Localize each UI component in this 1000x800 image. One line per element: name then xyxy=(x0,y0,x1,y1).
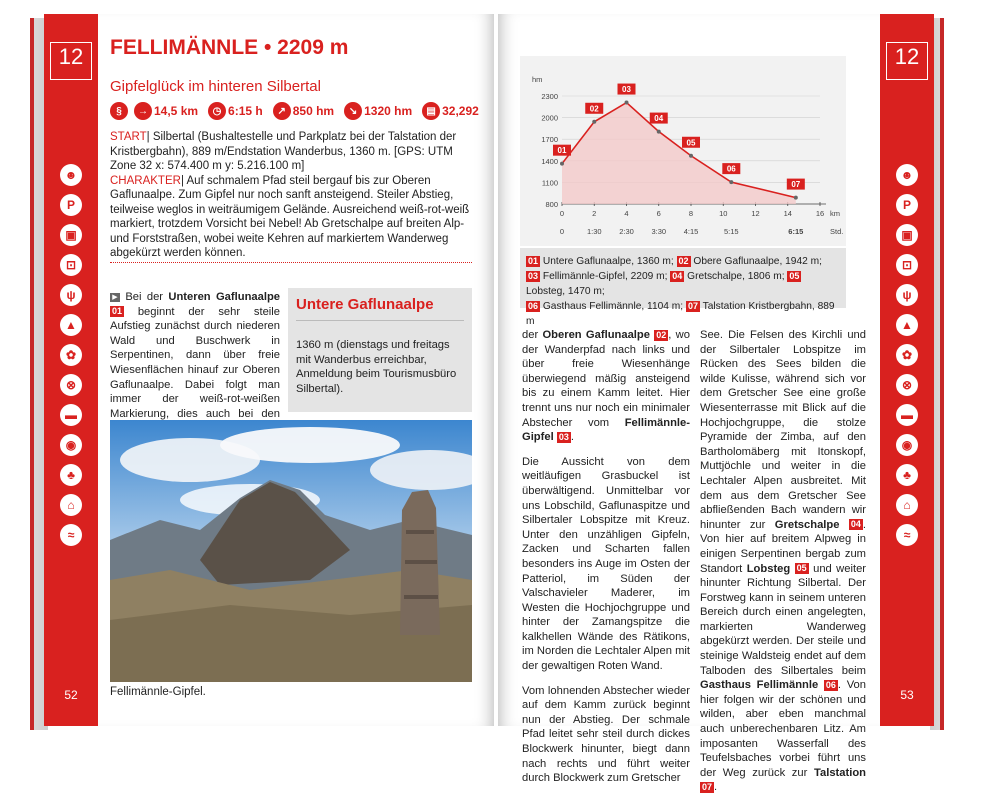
waypoint-tag: 06 xyxy=(825,679,836,690)
ascent-icon: ↗ xyxy=(273,102,291,120)
bear-icon: ☻ xyxy=(60,164,82,186)
time-tick-label: 3:30 xyxy=(651,227,667,236)
museum-icon: ⌂ xyxy=(896,494,918,516)
legend-text: Fellimännle-Gipfel, 2209 m; xyxy=(542,271,668,282)
cablecar-icon: ⊡ xyxy=(60,254,82,276)
tree-icon: ♣ xyxy=(60,464,82,486)
page-number-right: 53 xyxy=(900,688,914,702)
data-point xyxy=(657,130,661,134)
data-point xyxy=(592,120,596,124)
legend-tag: 01 xyxy=(528,255,539,266)
paragraph: Die Aussicht von dem weitläufigen Grasbuckel ist überwältigend. Unmittelbar vor uns Lobschild, Gaflunaspitze und Silbertaler Lobspitze mit Kreuz. Unter den unzähligen Gipfeln, Zacken und Scharten fallen besonders ins Auge im Osten der Patteriol, im Süden der Valschavieler Maderer, im Westen die Hochjochgruppe und hinter der Zamangspitze die kalkhellen Wände des Rätikons, im Norden die Lechtaler Alpen mit der gewaltigen Roten Wand. xyxy=(522,455,690,673)
time-tick-label: 0 xyxy=(559,227,565,236)
data-point xyxy=(794,196,798,200)
waypoint-label: 03 xyxy=(622,85,631,95)
museum-icon: ⌂ xyxy=(60,494,82,516)
tour-info xyxy=(110,130,470,261)
waypoint-tag: 02 xyxy=(656,329,667,340)
waypoint-tag: 07 xyxy=(702,781,713,792)
bus-icon: ▣ xyxy=(896,224,918,246)
waypoint-tag: 03 xyxy=(558,431,569,442)
info-box-text: 1360 m (dienstags und freitags mit Wanderbus erreichbar, Anmeldung beim Tourismusbüro Silbertal). xyxy=(296,339,457,395)
waypoint-legend xyxy=(520,248,846,327)
legend-text: Obere Gaflunaalpe, 1942 m; xyxy=(693,256,822,267)
flower-icon: ✿ xyxy=(896,344,918,366)
section-divider xyxy=(110,262,472,264)
elevation-profile xyxy=(520,56,846,246)
summit-icon: ▲ xyxy=(60,314,82,336)
chapter-number: 12 xyxy=(894,44,920,69)
fact-distance: → 14,5 km xyxy=(134,102,198,120)
summit-icon: ▲ xyxy=(896,314,918,336)
x-tick-label: 14 xyxy=(783,209,792,218)
legend-text: Gretschalpe, 1806 m; xyxy=(687,271,785,282)
data-point xyxy=(560,162,564,166)
start-info: START| Silbertal (Bushaltestelle und Parkplatz bei der Talstation der Kristbergbahn), 889 m/Endstation Wanderbus, 1360 m. [GPS: UTM Zone 32 x: 574.400 m y: 5.216.100 m] xyxy=(110,131,457,172)
page-number-left: 52 xyxy=(64,688,78,702)
parking-icon: P xyxy=(60,194,82,216)
legend-tag: 04 xyxy=(672,270,683,281)
tour-facts xyxy=(110,102,485,120)
view-icon: ◉ xyxy=(896,434,918,456)
map-icon: ▤ xyxy=(422,102,440,120)
waypoint-tag: 01 xyxy=(112,306,123,317)
signpost-icon: → xyxy=(134,102,152,120)
info-box-rule xyxy=(296,320,464,321)
route-icon: § xyxy=(110,102,128,120)
flower-icon: ✿ xyxy=(60,344,82,366)
x-tick-label: 8 xyxy=(688,209,694,218)
legend-text: Lobsteg, 1470 m; xyxy=(526,286,605,297)
left-sidebar xyxy=(44,14,98,726)
legend-tag: 06 xyxy=(528,300,539,311)
legend-tag: 02 xyxy=(678,255,689,266)
descent-icon: ↘ xyxy=(344,102,362,120)
info-box-title: Untere Gaflunaalpe xyxy=(296,296,434,313)
side-icons xyxy=(880,164,934,554)
y-axis-label: hm xyxy=(532,75,543,84)
legend-tag: 05 xyxy=(789,270,800,281)
bike-icon: ⊗ xyxy=(896,374,918,396)
info-box xyxy=(288,288,472,412)
restaurant-icon: ψ xyxy=(896,284,918,306)
legend-row xyxy=(526,269,840,299)
x-tick-label: 0 xyxy=(559,209,565,218)
side-icons xyxy=(44,164,98,554)
data-point xyxy=(689,154,693,158)
data-point xyxy=(625,101,629,105)
y-tick-label: 2300 xyxy=(541,92,558,101)
paragraph: der Oberen Gaflunaalpe 02 , wo der Wanderpfad nach links und über freie Wiesenhänge überwiegend mäßig ansteigend bis zu einem Kamm leitet. Hier trennt uns nur noch ein minimaler Abstecher vom Fellimännle-Gipfel 03 . xyxy=(522,329,690,444)
x-tick-label: 10 xyxy=(719,209,728,218)
summit-photo-drawing xyxy=(110,420,472,682)
waypoint-label: 04 xyxy=(654,114,664,124)
x-tick-label: 12 xyxy=(751,209,760,218)
x-tick-label: 4 xyxy=(624,209,629,218)
car-icon: ▬ xyxy=(60,404,82,426)
tour-subtitle: Gipfelglück im hinteren Silbertal xyxy=(110,78,321,95)
legend-row xyxy=(526,254,840,269)
right-sidebar xyxy=(880,14,934,726)
y-tick-label: 1100 xyxy=(541,178,558,188)
fact-map: ▤ 32,292 xyxy=(422,102,479,120)
bus-icon: ▣ xyxy=(60,224,82,246)
tree-icon: ♣ xyxy=(896,464,918,486)
right-page xyxy=(498,14,934,794)
summit-photo xyxy=(110,420,472,682)
legend-tag: 07 xyxy=(687,300,698,311)
time-tick-label: 5:15 xyxy=(724,227,739,236)
legend-tag: 03 xyxy=(528,270,539,281)
elevation-chart xyxy=(520,56,846,246)
right-column-2: See. Die Felsen des Kirchli und der Silbertaler Lobspitze im Rücken des Sees bilden die wilde Kulisse, während sich vor dem Gretscher See eine große Wiesenterrasse mit Blick auf die Hochjochgruppe, die stolze Pyramide der Zimba, auf den Bartholomäberg mit Itonskopf, Muttjöchle und weiter in die Lechtaler Alpen ausbreitet. Mit dem aus dem Gretscher See abfließenden Bach wandern wir hinunter zur Gretschalpe 04 . Von hier auf breitem Alpweg in einigen Serpentinen bergab zum Standort Lobsteg 05 und weiter hinunter Richtung Silbertal. Der Forstweg kann in seinem unteren Bereich durch einen angelegten, markierten Wanderweg abgekürzt werden. Der steile und steinige Waldsteig endet auf dem Talboden des Silbertales beim Gasthaus Fellimännle 06 . Von hier folgen wir der schönen und wilden, aber eben manchmal auch unberechenbaren Litz. Am imposanten Wasserfall des Teufelsbaches vorbei führt uns der Weg zurück zur Talstation 07 . xyxy=(700,329,867,794)
x-axis-label: km xyxy=(830,209,840,218)
cablecar-icon: ⊡ xyxy=(896,254,918,276)
waypoint-label: 02 xyxy=(589,104,599,114)
waypoint-label: 07 xyxy=(791,180,801,190)
legend-text: Talstation Kristbergbahn, 889 m xyxy=(526,301,835,327)
y-tick-label: 800 xyxy=(545,200,558,209)
charakter-info: CHARAKTER| Auf schmalem Pfad steil bergauf bis zur Oberen Gaflunaalpe. Zum Gipfel nur noch sanft ansteigend. Steiler Abstieg, teilweise weglos in weiträumigem Gelände. Ausreichend weiß-rot-weiß markiert, trotzdem Vorsicht bei Nebel! Ab Gretschalpe auf breiten Alp- und Forststraßen, wobei weite Kehren auf markiertem Wanderweg abgekürzt werden können. xyxy=(110,174,470,259)
waypoint-label: 05 xyxy=(686,138,696,148)
time-tick-label: 6:15 xyxy=(788,227,804,236)
time-tick-label: 2:30 xyxy=(619,227,634,236)
chapter-number: 12 xyxy=(58,44,84,69)
x-tick-label: 6 xyxy=(656,209,661,218)
waypoint-tag: 05 xyxy=(796,563,807,574)
paragraph: Vom lohnenden Abstecher wieder auf dem Kamm zurück beginnt nun der Abstieg. Der schmale Pfad leitet sehr steil durch dickes Blockwerk hinunter, biegt dann nach rechts und führt weiter durch Blockwerk zum Gretscher xyxy=(522,684,690,785)
swim-icon: ≈ xyxy=(60,524,82,546)
x-tick-label: 2 xyxy=(592,209,597,218)
swim-icon: ≈ xyxy=(896,524,918,546)
waypoint-label: 06 xyxy=(726,164,736,174)
left-column-text: ▶ Bei der Unteren Gaflunaalpe 01 beginnt der sehr steile Aufstieg zunächst durch niederen Wald und Buschwerk in Serpentinen, dann über freie Wiesenflächen hinauf zur Oberen Gaflunaalpe. Dabei folgt man immer der weiß-rot-weißen Markierung, dies auch bei den xyxy=(110,291,281,420)
waypoint-tag: 04 xyxy=(850,519,861,530)
legend-text: Gasthaus Fellimännle, 1104 m; xyxy=(542,301,684,312)
y-tick-label: 1400 xyxy=(541,156,558,166)
clock-icon: ◷ xyxy=(208,102,226,120)
fact-ascent: ↗ 850 hm xyxy=(273,102,334,120)
play-icon: ▶ xyxy=(110,293,120,302)
y-tick-label: 1700 xyxy=(541,135,558,145)
data-point xyxy=(729,180,733,184)
restaurant-icon: ψ xyxy=(60,284,82,306)
fact-duration: ◷ 6:15 h xyxy=(208,102,263,120)
y-tick-label: 2000 xyxy=(541,113,558,123)
legend-text: Untere Gaflunaalpe, 1360 m; xyxy=(542,256,674,267)
time-tick-label: 4:15 xyxy=(683,227,699,236)
waypoint-label: 01 xyxy=(557,146,567,156)
x-tick-label: 16 xyxy=(815,209,825,218)
time-axis-label: Std. xyxy=(830,227,844,236)
photo-caption: Fellimännle-Gipfel. xyxy=(110,686,206,698)
bear-icon: ☻ xyxy=(896,164,918,186)
fact-descent: ↘ 1320 hm xyxy=(344,102,412,120)
right-column-1 xyxy=(522,328,690,796)
legend-row xyxy=(526,299,840,329)
view-icon: ◉ xyxy=(60,434,82,456)
bike-icon: ⊗ xyxy=(60,374,82,396)
time-tick-label: 1:30 xyxy=(586,227,602,236)
car-icon: ▬ xyxy=(896,404,918,426)
tour-title: FELLIMÄNNLE • 2209 m xyxy=(110,36,349,59)
parking-icon: P xyxy=(896,194,918,216)
